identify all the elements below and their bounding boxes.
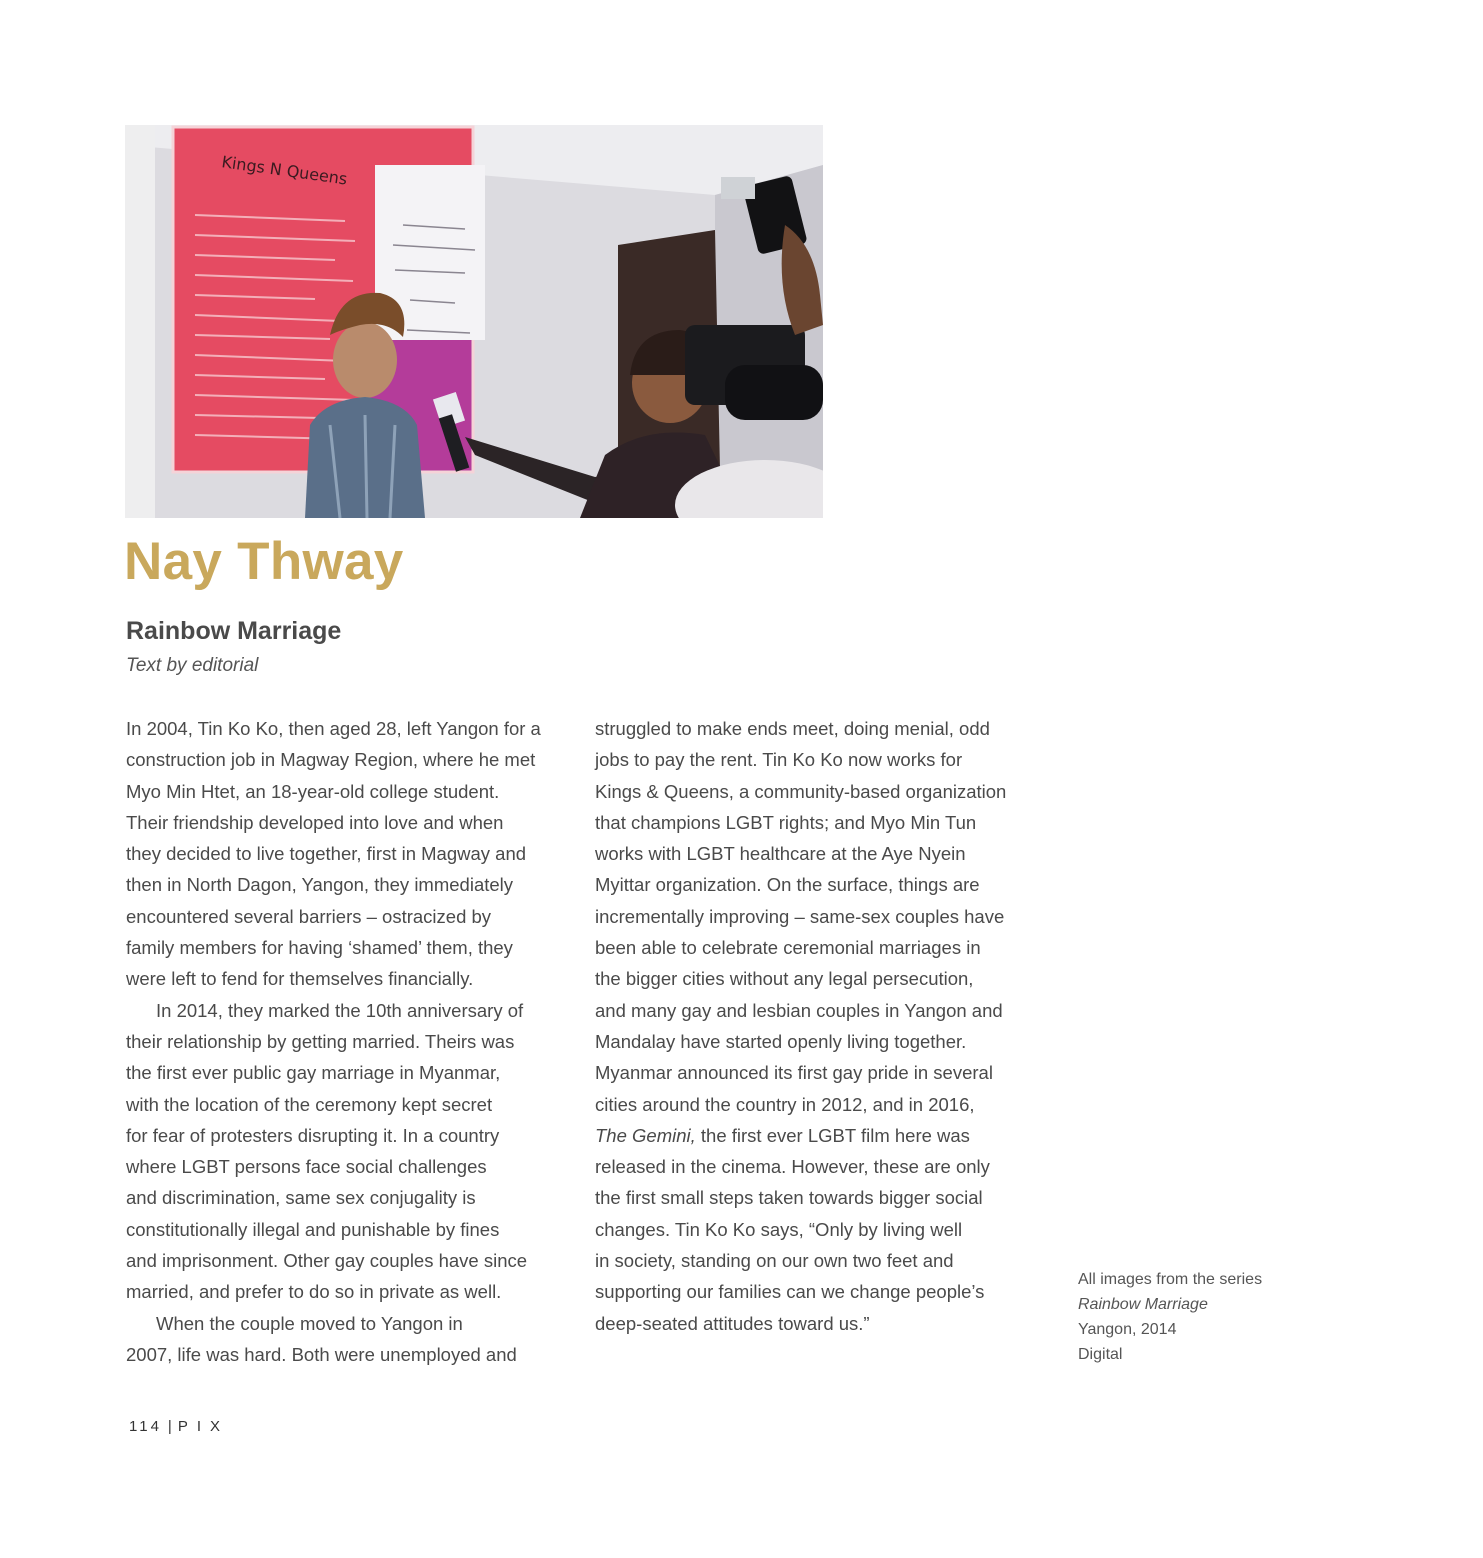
text-line: supporting our families can we change people’s (595, 1281, 985, 1303)
text-line: In 2014, they marked the 10th anniversary of (156, 999, 524, 1021)
text-line: Myo Min Htet, an 18-year-old college student. (126, 780, 500, 802)
caption-line: All images from the series (1078, 1271, 1263, 1288)
text-line: encountered several barriers – ostracized by (126, 905, 492, 927)
text-line: their relationship by getting married. Theirs was (126, 1030, 515, 1052)
text-line: constitutionally illegal and punishable by fines (126, 1218, 500, 1240)
magazine-name: PIX (177, 1418, 230, 1435)
text-line: where LGBT persons face social challenges (126, 1156, 487, 1178)
text-line: works with LGBT healthcare at the Aye Nyein (595, 843, 966, 865)
text-line: struggled to make ends meet, doing menial, odd (595, 718, 990, 739)
text-line: they decided to live together, first in Magway and (126, 843, 527, 865)
text-fragment: the first ever LGBT film here was (695, 1124, 970, 1146)
text-line: deep-seated attitudes toward us.” (595, 1312, 870, 1334)
interview-scene-photo (125, 125, 823, 518)
caption-series: Rainbow Marriage (1078, 1296, 1208, 1313)
text-line: family members for having ‘shamed’ them, they (126, 937, 513, 959)
body-column-left (126, 713, 578, 1370)
text-line: In 2004, Tin Ko Ko, then aged 28, left Yangon for a (126, 718, 541, 739)
text-line: been able to celebrate ceremonial marriages in (595, 937, 981, 959)
page-folio (129, 1416, 229, 1438)
text-line: jobs to pay the rent. Tin Ko Ko now works for (595, 749, 963, 771)
text-line: Myittar organization. On the surface, things are (595, 874, 980, 896)
image-caption (1078, 1267, 1262, 1367)
text-line: married, and prefer to do so in private as well. (126, 1281, 502, 1303)
series-title: Rainbow Marriage (126, 617, 342, 645)
artist-name: Nay Thway (124, 532, 404, 591)
text-line: in society, standing on our own two feet and (595, 1250, 954, 1272)
article-photo (125, 125, 823, 518)
byline: Text by editorial (126, 655, 259, 676)
text-line: the bigger cities without any legal persecution, (595, 968, 974, 990)
text-line: and imprisonment. Other gay couples have since (126, 1250, 528, 1272)
text-line: were left to fend for themselves financially. (126, 968, 474, 990)
text-line: the first small steps taken towards bigger social (595, 1187, 983, 1209)
text-line: changes. Tin Ko Ko says, “Only by living well (595, 1218, 963, 1240)
page-number: 114 (129, 1418, 162, 1435)
text-line: cities around the country in 2012, and in 2016, (595, 1093, 975, 1115)
text-line: incrementally improving – same-sex couples have (595, 905, 1005, 927)
film-title: The Gemini, (595, 1124, 696, 1146)
text-line: that champions LGBT rights; and Myo Min Tun (595, 811, 977, 833)
text-line: When the couple moved to Yangon in (156, 1312, 463, 1334)
text-line: construction job in Magway Region, where he met (126, 749, 536, 771)
text-line (595, 1120, 1047, 1151)
text-line: the first ever public gay marriage in Myanmar, (126, 1062, 501, 1084)
folio-separator: | (167, 1418, 172, 1435)
poster-heading: Kings N Queens (220, 152, 349, 189)
text-line: and many gay and lesbian couples in Yangon and (595, 999, 1003, 1021)
text-line: and discrimination, same sex conjugality is (126, 1187, 476, 1209)
text-line: 2007, life was hard. Both were unemployed and (126, 1343, 517, 1365)
text-line: Myanmar announced its first gay pride in several (595, 1062, 993, 1084)
body-column-right (595, 713, 1047, 1339)
text-line: then in North Dagon, Yangon, they immediately (126, 874, 514, 896)
text-line: Kings & Queens, a community-based organization (595, 780, 1007, 802)
text-line: released in the cinema. However, these are only (595, 1156, 990, 1178)
text-line: Their friendship developed into love and when (126, 811, 504, 833)
text-line: Mandalay have started openly living together. (595, 1030, 967, 1052)
caption-place-date: Yangon, 2014 (1078, 1321, 1177, 1338)
caption-medium: Digital (1078, 1346, 1123, 1363)
text-line: with the location of the ceremony kept secret (126, 1093, 493, 1115)
text-line: for fear of protesters disrupting it. In a country (126, 1124, 500, 1146)
